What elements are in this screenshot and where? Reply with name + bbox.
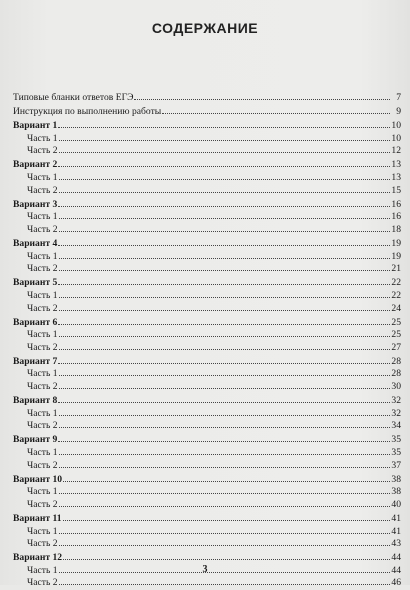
- toc-entry-label: Часть 1: [27, 564, 58, 576]
- toc-entry-page: 38: [391, 486, 401, 498]
- toc-entry-label: Часть 1: [27, 211, 58, 223]
- dot-leader: [58, 432, 390, 442]
- toc-entry-label: Вариант 7: [13, 355, 58, 367]
- toc-entry-part: [13, 301, 401, 314]
- dot-leader: [58, 354, 390, 364]
- dot-leader: [58, 118, 390, 128]
- toc-entry-variant: [13, 472, 401, 485]
- dot-leader: [63, 472, 390, 482]
- toc-entry-page: 15: [391, 184, 401, 196]
- toc-entry-page: 13: [391, 172, 401, 184]
- toc-entry-part: [13, 445, 401, 458]
- toc-entry-part: [13, 484, 401, 497]
- toc-entry-part: [13, 209, 401, 222]
- toc-entry-part: [13, 183, 401, 196]
- toc-entry-part: [13, 288, 401, 301]
- toc-entry-label: Часть 2: [27, 145, 58, 157]
- toc-entry: [13, 104, 401, 117]
- dot-leader: [58, 315, 390, 325]
- toc-entry-page: 13: [391, 159, 401, 171]
- toc-entry-page: 9: [396, 106, 401, 118]
- dot-leader: [59, 327, 390, 337]
- toc-entry-part: [13, 131, 401, 144]
- toc-entry-variant: [13, 432, 401, 445]
- toc-entry-label: Часть 2: [27, 302, 58, 314]
- toc-entry-variant: [13, 275, 401, 288]
- dot-leader: [59, 288, 390, 298]
- toc-entry-page: 16: [391, 211, 401, 223]
- toc-entry-label: Часть 1: [27, 132, 58, 144]
- toc-entry-page: 43: [391, 538, 401, 550]
- dot-leader: [59, 497, 390, 507]
- toc-entry-label: Часть 2: [27, 420, 58, 432]
- dot-leader: [59, 406, 390, 416]
- toc-entry-page: 41: [391, 525, 401, 537]
- toc-entry-part: [13, 249, 401, 262]
- table-of-contents: [13, 90, 401, 588]
- dot-leader: [59, 524, 390, 534]
- toc-entry-label: Вариант 6: [13, 316, 58, 328]
- toc-entry-part: [13, 143, 401, 156]
- toc-entry-label: Часть 2: [27, 184, 58, 196]
- toc-entry-page: 34: [391, 420, 401, 432]
- page-number: 3: [202, 564, 208, 575]
- toc-entry-variant: [13, 550, 401, 563]
- toc-entry-page: 12: [391, 145, 401, 157]
- toc-entry-page: 27: [391, 341, 401, 353]
- toc-entry-page: 10: [391, 120, 401, 132]
- toc-entry-page: 41: [391, 513, 401, 524]
- toc-entry-variant: [13, 393, 401, 406]
- toc-entry-variant: [13, 315, 401, 328]
- toc-entry-page: 28: [391, 355, 401, 367]
- toc-entry-label: Часть 2: [27, 223, 58, 235]
- dot-leader: [59, 249, 390, 259]
- dot-leader: [58, 393, 390, 403]
- toc-entry-part: [13, 222, 401, 235]
- toc-entry-label: Вариант 5: [13, 277, 58, 289]
- toc-entry-label: Вариант 9: [13, 434, 58, 446]
- dot-leader: [58, 157, 390, 167]
- dot-leader: [59, 366, 390, 376]
- toc-entry-label: Вариант 11: [13, 513, 62, 524]
- toc-entry-label: Вариант 12: [13, 552, 63, 564]
- toc-entry-label: Вариант 8: [13, 395, 58, 407]
- toc-entry-page: 35: [391, 447, 401, 459]
- dot-leader: [59, 131, 390, 141]
- dot-leader: [63, 511, 390, 521]
- toc-entry-label: Часть 1: [27, 250, 58, 262]
- toc-entry-page: 32: [391, 407, 401, 419]
- toc-entry-label: Инструкция по выполнению работы: [13, 106, 162, 118]
- toc-entry-label: Вариант 10: [13, 473, 63, 485]
- toc-entry-part: [13, 524, 401, 537]
- toc-entry-label: Вариант 2: [13, 159, 58, 171]
- toc-entry-page: 10: [391, 132, 401, 144]
- toc-entry-page: 19: [391, 238, 401, 250]
- toc-entry-label: Вариант 1: [13, 120, 58, 132]
- toc-entry-label: Часть 2: [27, 381, 58, 393]
- toc-entry-label: Часть 2: [27, 263, 58, 275]
- toc-entry-label: Часть 2: [27, 577, 58, 589]
- toc-entry-page: 18: [391, 223, 401, 235]
- toc-entry-variant: [13, 157, 401, 170]
- dot-leader: [58, 275, 390, 285]
- toc-entry-part: [13, 418, 401, 431]
- toc-entry-page: 44: [391, 564, 401, 576]
- toc-entry: [13, 90, 401, 103]
- toc-entry-page: 44: [391, 552, 401, 564]
- toc-entry-part: [13, 379, 401, 392]
- toc-entry-label: Типовые бланки ответов ЕГЭ: [13, 92, 134, 103]
- dot-leader: [58, 197, 390, 207]
- toc-entry-label: Часть 1: [27, 289, 58, 301]
- toc-entry-page: 32: [391, 395, 401, 407]
- toc-entry-variant: [13, 236, 401, 249]
- toc-entry-variant: [13, 354, 401, 367]
- dot-leader: [134, 90, 390, 100]
- toc-entry-part: [13, 497, 401, 510]
- dot-leader: [59, 340, 390, 350]
- toc-entry-page: 25: [391, 329, 401, 341]
- toc-entry-page: 16: [391, 198, 401, 210]
- dot-leader: [59, 170, 390, 180]
- toc-entry-page: 46: [391, 577, 401, 589]
- toc-entry-label: Вариант 3: [13, 198, 58, 210]
- dot-leader: [59, 418, 390, 428]
- toc-entry-page: 30: [391, 381, 401, 393]
- toc-entry-page: 35: [391, 434, 401, 446]
- toc-entry-part: [13, 406, 401, 419]
- toc-entry-page: 22: [391, 277, 401, 289]
- toc-entry-label: Часть 1: [27, 407, 58, 419]
- dot-leader: [59, 458, 390, 468]
- toc-entry-label: Вариант 4: [13, 238, 58, 250]
- toc-entry-page: 38: [391, 473, 401, 485]
- toc-entry-part: [13, 575, 401, 588]
- dot-leader: [59, 209, 390, 219]
- toc-entry-label: Часть 1: [27, 525, 58, 537]
- dot-leader: [162, 104, 390, 114]
- toc-entry-part: [13, 366, 401, 379]
- toc-entry-part: [13, 170, 401, 183]
- toc-entry-label: Часть 2: [27, 538, 58, 550]
- toc-entry-label: Часть 1: [27, 172, 58, 184]
- toc-entry-variant: [13, 118, 401, 131]
- toc-entry-variant: [13, 511, 401, 524]
- dot-leader: [63, 550, 390, 560]
- toc-entry-page: 22: [391, 289, 401, 301]
- toc-entry-page: 40: [391, 498, 401, 510]
- dot-leader: [59, 222, 390, 232]
- dot-leader: [58, 236, 390, 246]
- toc-entry-label: Часть 1: [27, 329, 58, 341]
- dot-leader: [59, 301, 390, 311]
- dot-leader: [59, 143, 390, 153]
- dot-leader: [59, 484, 390, 494]
- toc-entry-label: Часть 2: [27, 459, 58, 471]
- toc-entry-part: [13, 327, 401, 340]
- toc-entry-label: Часть 1: [27, 368, 58, 380]
- page-title: СОДЕРЖАНИЕ: [151, 20, 259, 36]
- toc-entry-page: 21: [391, 263, 401, 275]
- toc-entry-part: [13, 536, 401, 549]
- toc-entry-label: Часть 2: [27, 498, 58, 510]
- dot-leader: [59, 536, 390, 546]
- dot-leader: [59, 445, 390, 455]
- dot-leader: [59, 183, 390, 193]
- dot-leader: [59, 261, 390, 271]
- toc-entry-page: 19: [391, 250, 401, 262]
- toc-entry-label: Часть 2: [27, 341, 58, 353]
- toc-entry-variant: [13, 197, 401, 210]
- toc-entry-part: [13, 340, 401, 353]
- toc-entry-label: Часть 1: [27, 486, 58, 498]
- dot-leader: [59, 575, 390, 585]
- toc-entry-page: 28: [391, 368, 401, 380]
- toc-entry-page: 7: [396, 92, 401, 103]
- toc-entry-part: [13, 261, 401, 274]
- toc-entry-page: 24: [391, 302, 401, 314]
- toc-entry-page: 37: [391, 459, 401, 471]
- toc-entry-page: 25: [391, 316, 401, 328]
- toc-entry-label: Часть 1: [27, 447, 58, 459]
- dot-leader: [59, 379, 390, 389]
- toc-entry-part: [13, 458, 401, 471]
